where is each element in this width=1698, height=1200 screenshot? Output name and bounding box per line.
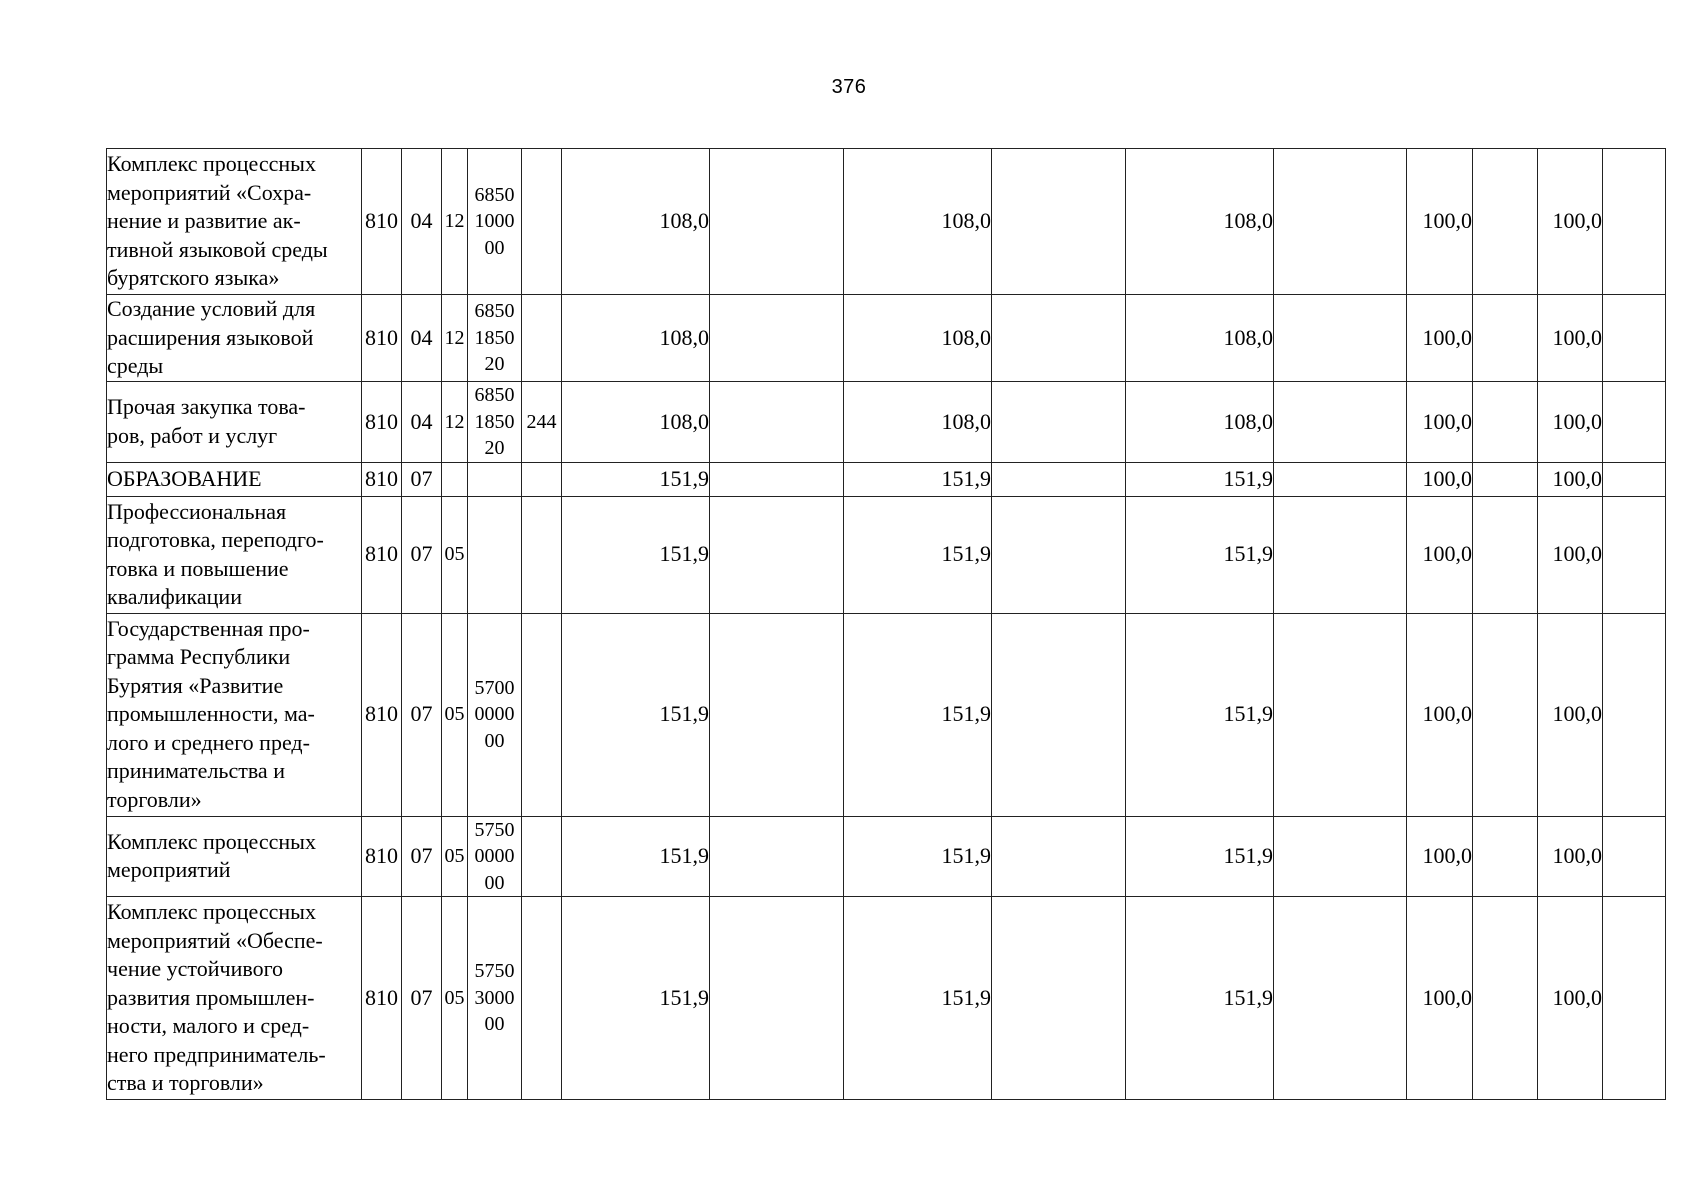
expense-type-code: [522, 295, 562, 382]
expense-type-code: [522, 816, 562, 897]
target-article-code: 6850 1000 00: [468, 149, 522, 295]
empty-cell: [992, 613, 1126, 816]
row-name: ОБРАЗОВАНИЕ: [107, 462, 362, 496]
empty-cell: [1473, 897, 1538, 1100]
subsection-code: 05: [442, 613, 468, 816]
budget-table-body: [107, 149, 1666, 1100]
row-name: Прочая закупка това- ров, работ и услуг: [107, 382, 362, 463]
amount-2: 151,9: [844, 897, 992, 1100]
section-code: 04: [402, 382, 442, 463]
table-row: [107, 816, 1666, 897]
row-name: Комплекс процессных мероприятий «Обеспе- чение устойчивого развития промышлен- ности, малого и сред- него предприниматель- ства и торговли»: [107, 897, 362, 1100]
section-code: 07: [402, 496, 442, 613]
amount-2: 151,9: [844, 462, 992, 496]
empty-cell: [710, 382, 844, 463]
grbs-code: 810: [362, 462, 402, 496]
target-article-code: 6850 1850 20: [468, 382, 522, 463]
empty-cell: [1274, 496, 1407, 613]
empty-cell: [1473, 462, 1538, 496]
amount-2: 108,0: [844, 149, 992, 295]
empty-cell: [710, 613, 844, 816]
table-row: [107, 496, 1666, 613]
empty-cell: [1603, 149, 1666, 295]
amount-2: 151,9: [844, 816, 992, 897]
percent-2: 100,0: [1538, 613, 1603, 816]
amount-3: 151,9: [1126, 462, 1274, 496]
empty-cell: [1603, 613, 1666, 816]
empty-cell: [710, 897, 844, 1100]
table-row: [107, 149, 1666, 295]
empty-cell: [992, 462, 1126, 496]
amount-2: 108,0: [844, 382, 992, 463]
empty-cell: [710, 462, 844, 496]
empty-cell: [710, 816, 844, 897]
expense-type-code: [522, 613, 562, 816]
section-code: 07: [402, 816, 442, 897]
amount-3: 108,0: [1126, 295, 1274, 382]
amount-3: 108,0: [1126, 149, 1274, 295]
section-code: 07: [402, 897, 442, 1100]
amount-1: 151,9: [562, 462, 710, 496]
amount-3: 108,0: [1126, 382, 1274, 463]
amount-2: 151,9: [844, 613, 992, 816]
empty-cell: [1603, 897, 1666, 1100]
percent-1: 100,0: [1407, 613, 1473, 816]
percent-2: 100,0: [1538, 462, 1603, 496]
section-code: 07: [402, 462, 442, 496]
target-article-code: 6850 1850 20: [468, 295, 522, 382]
percent-1: 100,0: [1407, 496, 1473, 613]
empty-cell: [1274, 149, 1407, 295]
row-name: Комплекс процессных мероприятий «Сохра- нение и развитие ак- тивной языковой среды бурятского языка»: [107, 149, 362, 295]
empty-cell: [992, 816, 1126, 897]
grbs-code: 810: [362, 149, 402, 295]
amount-3: 151,9: [1126, 816, 1274, 897]
empty-cell: [1603, 295, 1666, 382]
table-row: [107, 462, 1666, 496]
empty-cell: [1274, 897, 1407, 1100]
empty-cell: [1603, 462, 1666, 496]
amount-1: 108,0: [562, 295, 710, 382]
percent-1: 100,0: [1407, 462, 1473, 496]
subsection-code: 12: [442, 149, 468, 295]
table-row: [107, 382, 1666, 463]
amount-3: 151,9: [1126, 496, 1274, 613]
amount-3: 151,9: [1126, 613, 1274, 816]
section-code: 04: [402, 295, 442, 382]
target-article-code: 5750 0000 00: [468, 816, 522, 897]
percent-2: 100,0: [1538, 295, 1603, 382]
empty-cell: [1603, 496, 1666, 613]
empty-cell: [1274, 816, 1407, 897]
subsection-code: [442, 462, 468, 496]
amount-1: 108,0: [562, 382, 710, 463]
budget-table: [106, 148, 1666, 1100]
empty-cell: [992, 496, 1126, 613]
amount-2: 151,9: [844, 496, 992, 613]
expense-type-code: [522, 897, 562, 1100]
percent-1: 100,0: [1407, 295, 1473, 382]
grbs-code: 810: [362, 816, 402, 897]
expense-type-code: [522, 496, 562, 613]
empty-cell: [992, 295, 1126, 382]
percent-1: 100,0: [1407, 382, 1473, 463]
empty-cell: [1274, 382, 1407, 463]
percent-1: 100,0: [1407, 816, 1473, 897]
percent-1: 100,0: [1407, 897, 1473, 1100]
empty-cell: [1274, 613, 1407, 816]
grbs-code: 810: [362, 496, 402, 613]
subsection-code: 05: [442, 897, 468, 1100]
table-row: [107, 295, 1666, 382]
empty-cell: [1274, 462, 1407, 496]
empty-cell: [710, 295, 844, 382]
grbs-code: 810: [362, 295, 402, 382]
table-row: [107, 613, 1666, 816]
row-name: Профессиональная подготовка, переподго- товка и повышение квалификации: [107, 496, 362, 613]
percent-2: 100,0: [1538, 897, 1603, 1100]
expense-type-code: [522, 462, 562, 496]
amount-1: 151,9: [562, 496, 710, 613]
page-number: 376: [831, 76, 867, 98]
amount-1: 151,9: [562, 816, 710, 897]
percent-1: 100,0: [1407, 149, 1473, 295]
grbs-code: 810: [362, 382, 402, 463]
target-article-code: [468, 496, 522, 613]
table-row: [107, 897, 1666, 1100]
percent-2: 100,0: [1538, 149, 1603, 295]
target-article-code: 5700 0000 00: [468, 613, 522, 816]
expense-type-code: 244: [522, 382, 562, 463]
expense-type-code: [522, 149, 562, 295]
empty-cell: [1473, 496, 1538, 613]
empty-cell: [1473, 816, 1538, 897]
row-name: Создание условий для расширения языковой среды: [107, 295, 362, 382]
empty-cell: [992, 382, 1126, 463]
amount-1: 151,9: [562, 613, 710, 816]
percent-2: 100,0: [1538, 816, 1603, 897]
empty-cell: [1473, 295, 1538, 382]
target-article-code: 5750 3000 00: [468, 897, 522, 1100]
empty-cell: [992, 897, 1126, 1100]
subsection-code: 05: [442, 496, 468, 613]
empty-cell: [710, 149, 844, 295]
empty-cell: [1274, 295, 1407, 382]
row-name: Комплекс процессных мероприятий: [107, 816, 362, 897]
percent-2: 100,0: [1538, 382, 1603, 463]
amount-2: 108,0: [844, 295, 992, 382]
target-article-code: [468, 462, 522, 496]
subsection-code: 05: [442, 816, 468, 897]
empty-cell: [1473, 613, 1538, 816]
subsection-code: 12: [442, 382, 468, 463]
empty-cell: [710, 496, 844, 613]
grbs-code: 810: [362, 897, 402, 1100]
empty-cell: [1473, 382, 1538, 463]
empty-cell: [1603, 816, 1666, 897]
row-name: Государственная про- грамма Республики Бурятия «Развитие промышленности, ма- лого и среднего пред- принимательства и торговли»: [107, 613, 362, 816]
grbs-code: 810: [362, 613, 402, 816]
amount-3: 151,9: [1126, 897, 1274, 1100]
empty-cell: [1603, 382, 1666, 463]
section-code: 07: [402, 613, 442, 816]
amount-1: 108,0: [562, 149, 710, 295]
section-code: 04: [402, 149, 442, 295]
empty-cell: [1473, 149, 1538, 295]
amount-1: 151,9: [562, 897, 710, 1100]
percent-2: 100,0: [1538, 496, 1603, 613]
empty-cell: [992, 149, 1126, 295]
subsection-code: 12: [442, 295, 468, 382]
